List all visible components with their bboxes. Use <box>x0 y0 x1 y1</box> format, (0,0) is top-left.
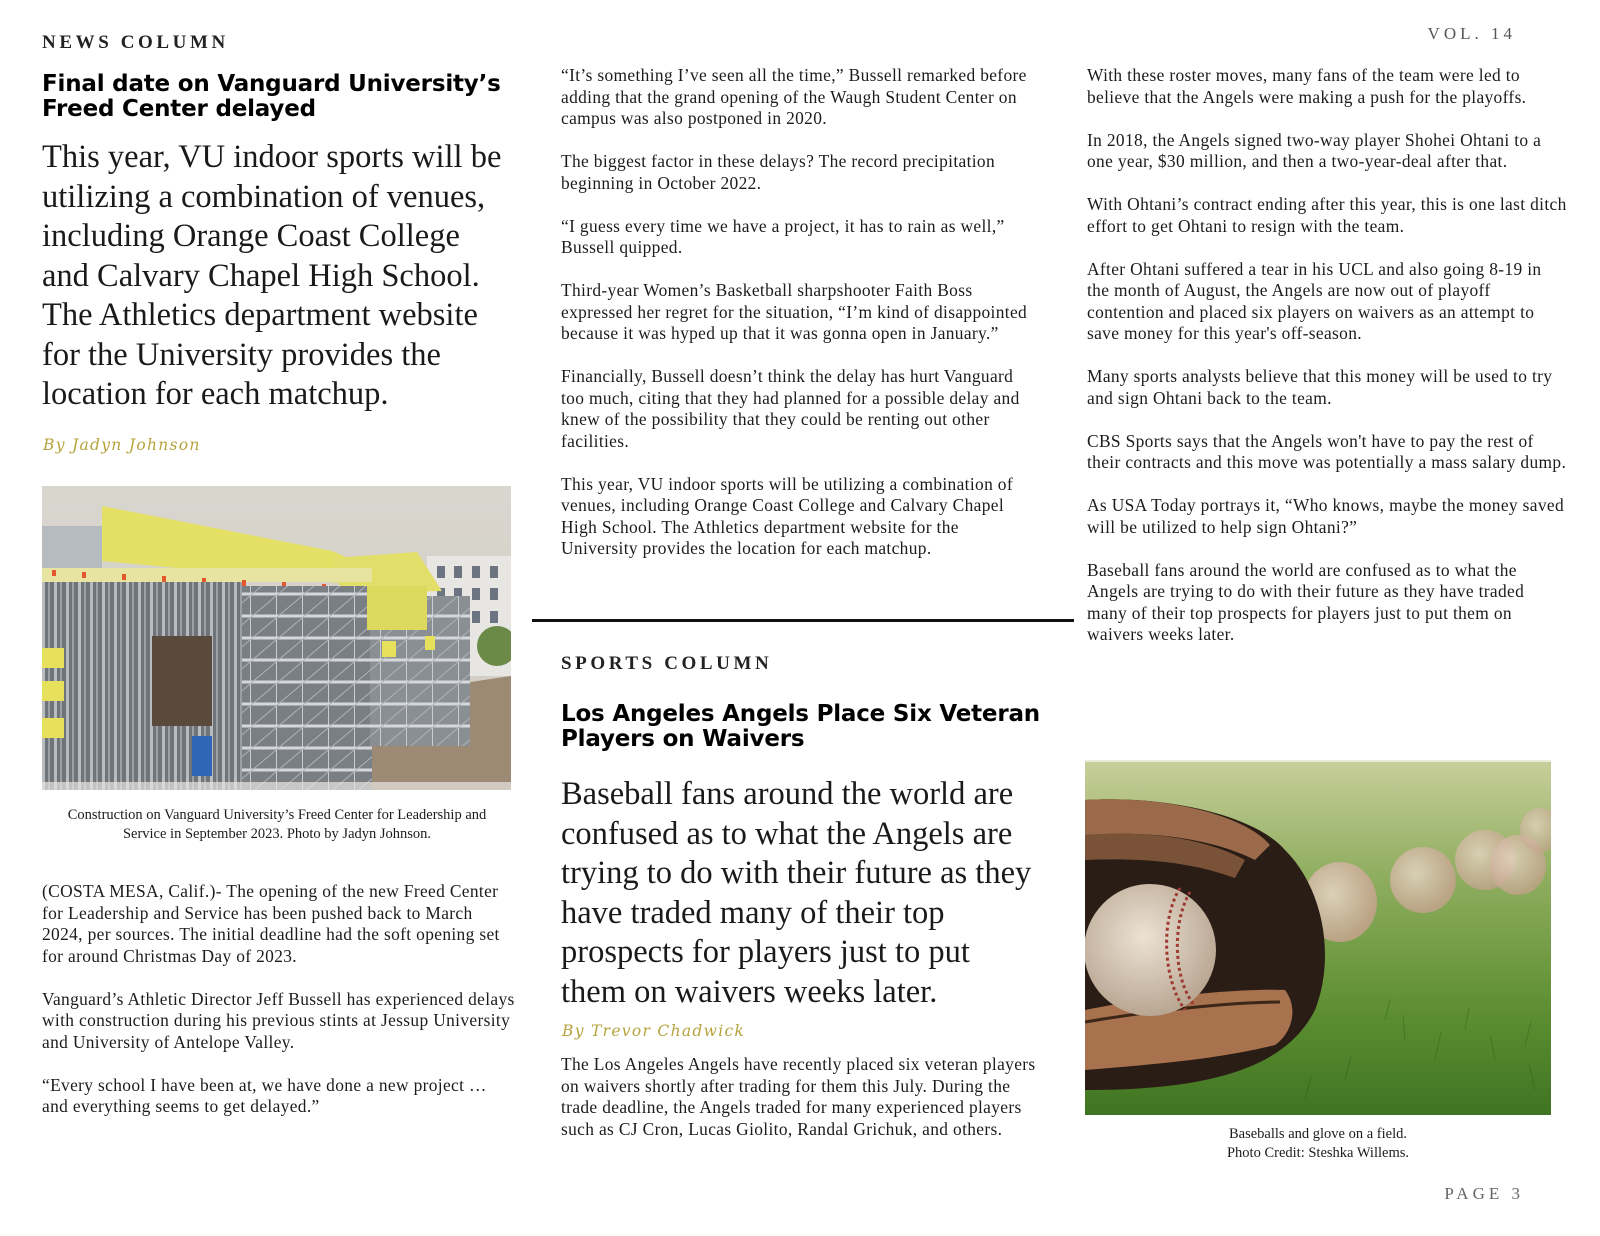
news-paragraph: The biggest factor in these delays? The record precipitation beginning in October 2022. <box>561 151 996 193</box>
news-headline-line: Freed Center delayed <box>42 96 316 122</box>
sports-headline-line: Players on Waivers <box>561 726 805 752</box>
sports-paragraph: With these roster moves, many fans of the team were led to believe that the Angels were making a push for the playoffs. <box>1087 65 1527 107</box>
sports-byline: By Trevor Chadwick <box>562 1022 746 1040</box>
sports-paragraph: With Ohtani’s contract ending after this year, this is one last ditch effort to get Ohtani to resign with the team. <box>1087 194 1567 236</box>
news-deck: This year, VU indoor sports will be utilizing a combination of venues, including Orange Coast College and Calvary Chapel High School. The Athletics department website for the University provides the location for each matchup. <box>42 139 502 412</box>
news-paragraph: Vanguard’s Athletic Director Jeff Bussell has experienced delays with construction during his previous stints at Jessup University and University of Antelope Valley. <box>42 988 515 1052</box>
caption-line: Baseballs and glove on a field. <box>1229 1126 1407 1142</box>
sports-paragraph: In 2018, the Angels signed two-way player Shohei Ohtani to a one year, $30 million, and then a two-year-deal after that. <box>1087 129 1542 171</box>
news-paragraph: (COSTA MESA, Calif.)- The opening of the new Freed Center for Leadership and Service has been pushed back to March 2024, per sources. The initial deadline had the soft opening set for around Christmas Day of 2023. <box>42 881 500 966</box>
sports-headline-line: Los Angeles Angels Place Six Veteran <box>561 701 1040 727</box>
caption-line: Photo Credit: Steshka Willems. <box>1226 1144 1409 1161</box>
news-headline <box>42 72 522 122</box>
news-paragraph: “Every school I have been at, we have done a new project … and everything seems to get delayed.” <box>42 1074 487 1116</box>
page-number: PAGE 3 <box>1444 1184 1524 1203</box>
sports-paragraph: The Los Angeles Angels have recently placed six veteran players on waivers shortly after trading for them this July. During the trade deadline, the Angels traded for many experienced players such as CJ Cron, Lucas Giolito, Randal Grichuk, and others. <box>561 1054 1036 1139</box>
volume-label: VOL. 14 <box>1427 24 1516 43</box>
news-body-column-1 <box>42 881 517 1118</box>
news-body-column-2 <box>561 65 1031 560</box>
news-paragraph: This year, VU indoor sports will be utilizing a combination of venues, including Orange Coast College and Calvary Chapel High School. The Athletics department website for the University provides the location for each matchup. <box>561 473 1013 558</box>
news-headline-line: Final date on Vanguard University’s <box>42 71 501 97</box>
construction-image <box>42 486 511 790</box>
sports-paragraph: Many sports analysts believe that this money will be used to try and sign Ohtani back to the team. <box>1087 366 1553 408</box>
news-paragraph: “It’s something I’ve seen all the time,” Bussell remarked before adding that the grand opening of the Waugh Student Center on campus was also postponed in 2020. <box>561 65 1027 128</box>
sports-paragraph: As USA Today portrays it, “Who knows, maybe the money saved will be utilized to help sign Ohtani?” <box>1087 495 1564 537</box>
news-paragraph: “I guess every time we have a project, it has to rain as well,” Bussell quipped. <box>561 215 1005 257</box>
sports-body-column-2 <box>561 1054 1036 1140</box>
construction-photo <box>42 486 511 790</box>
sports-paragraph: After Ohtani suffered a tear in his UCL and also going 8-19 in the month of August, the Angels are now out of playoff contention and placed six players on waivers as an attempt to save money for this year's off-season. <box>1087 258 1542 343</box>
construction-photo-caption: Construction on Vanguard University’s Freed Center for Leadership and Service in September 2023. Photo by Jadyn Johnson. <box>67 807 487 842</box>
sports-column-label: SPORTS COLUMN <box>561 653 773 674</box>
sports-deck: Baseball fans around the world are confused as to what the Angels are trying to do with their future as they have traded many of their top prospects for players just to put them on waivers weeks later. <box>561 776 1032 1010</box>
baseball-photo-caption <box>1085 1125 1551 1162</box>
baseball-photo <box>1085 760 1551 1115</box>
news-paragraph: Third-year Women’s Basketball sharpshooter Faith Boss expressed her regret for the situation, “I’m kind of disappointed because it was hyped up that it was gonna open in January.” <box>561 280 1028 343</box>
sports-paragraph: CBS Sports says that the Angels won't have to pay the rest of their contracts and this move was potentially a mass salary dump. <box>1087 430 1567 472</box>
news-byline: By Jadyn Johnson <box>43 436 201 454</box>
baseball-glove-image <box>1085 760 1551 1115</box>
news-paragraph: Financially, Bussell doesn’t think the delay has hurt Vanguard too much, citing that they had planned for a possible delay and knew of the possibility that they could be renting out other facilities. <box>561 366 1020 451</box>
sports-paragraph: Baseball fans around the world are confused as to what the Angels are trying to do with their future as they have traded many of their top prospects for players just to put them on waivers weeks later. <box>1087 559 1525 644</box>
sports-headline <box>561 702 1051 752</box>
news-column-label: NEWS COLUMN <box>42 32 229 53</box>
sports-body-column-3 <box>1087 65 1567 646</box>
section-divider <box>532 619 1074 622</box>
